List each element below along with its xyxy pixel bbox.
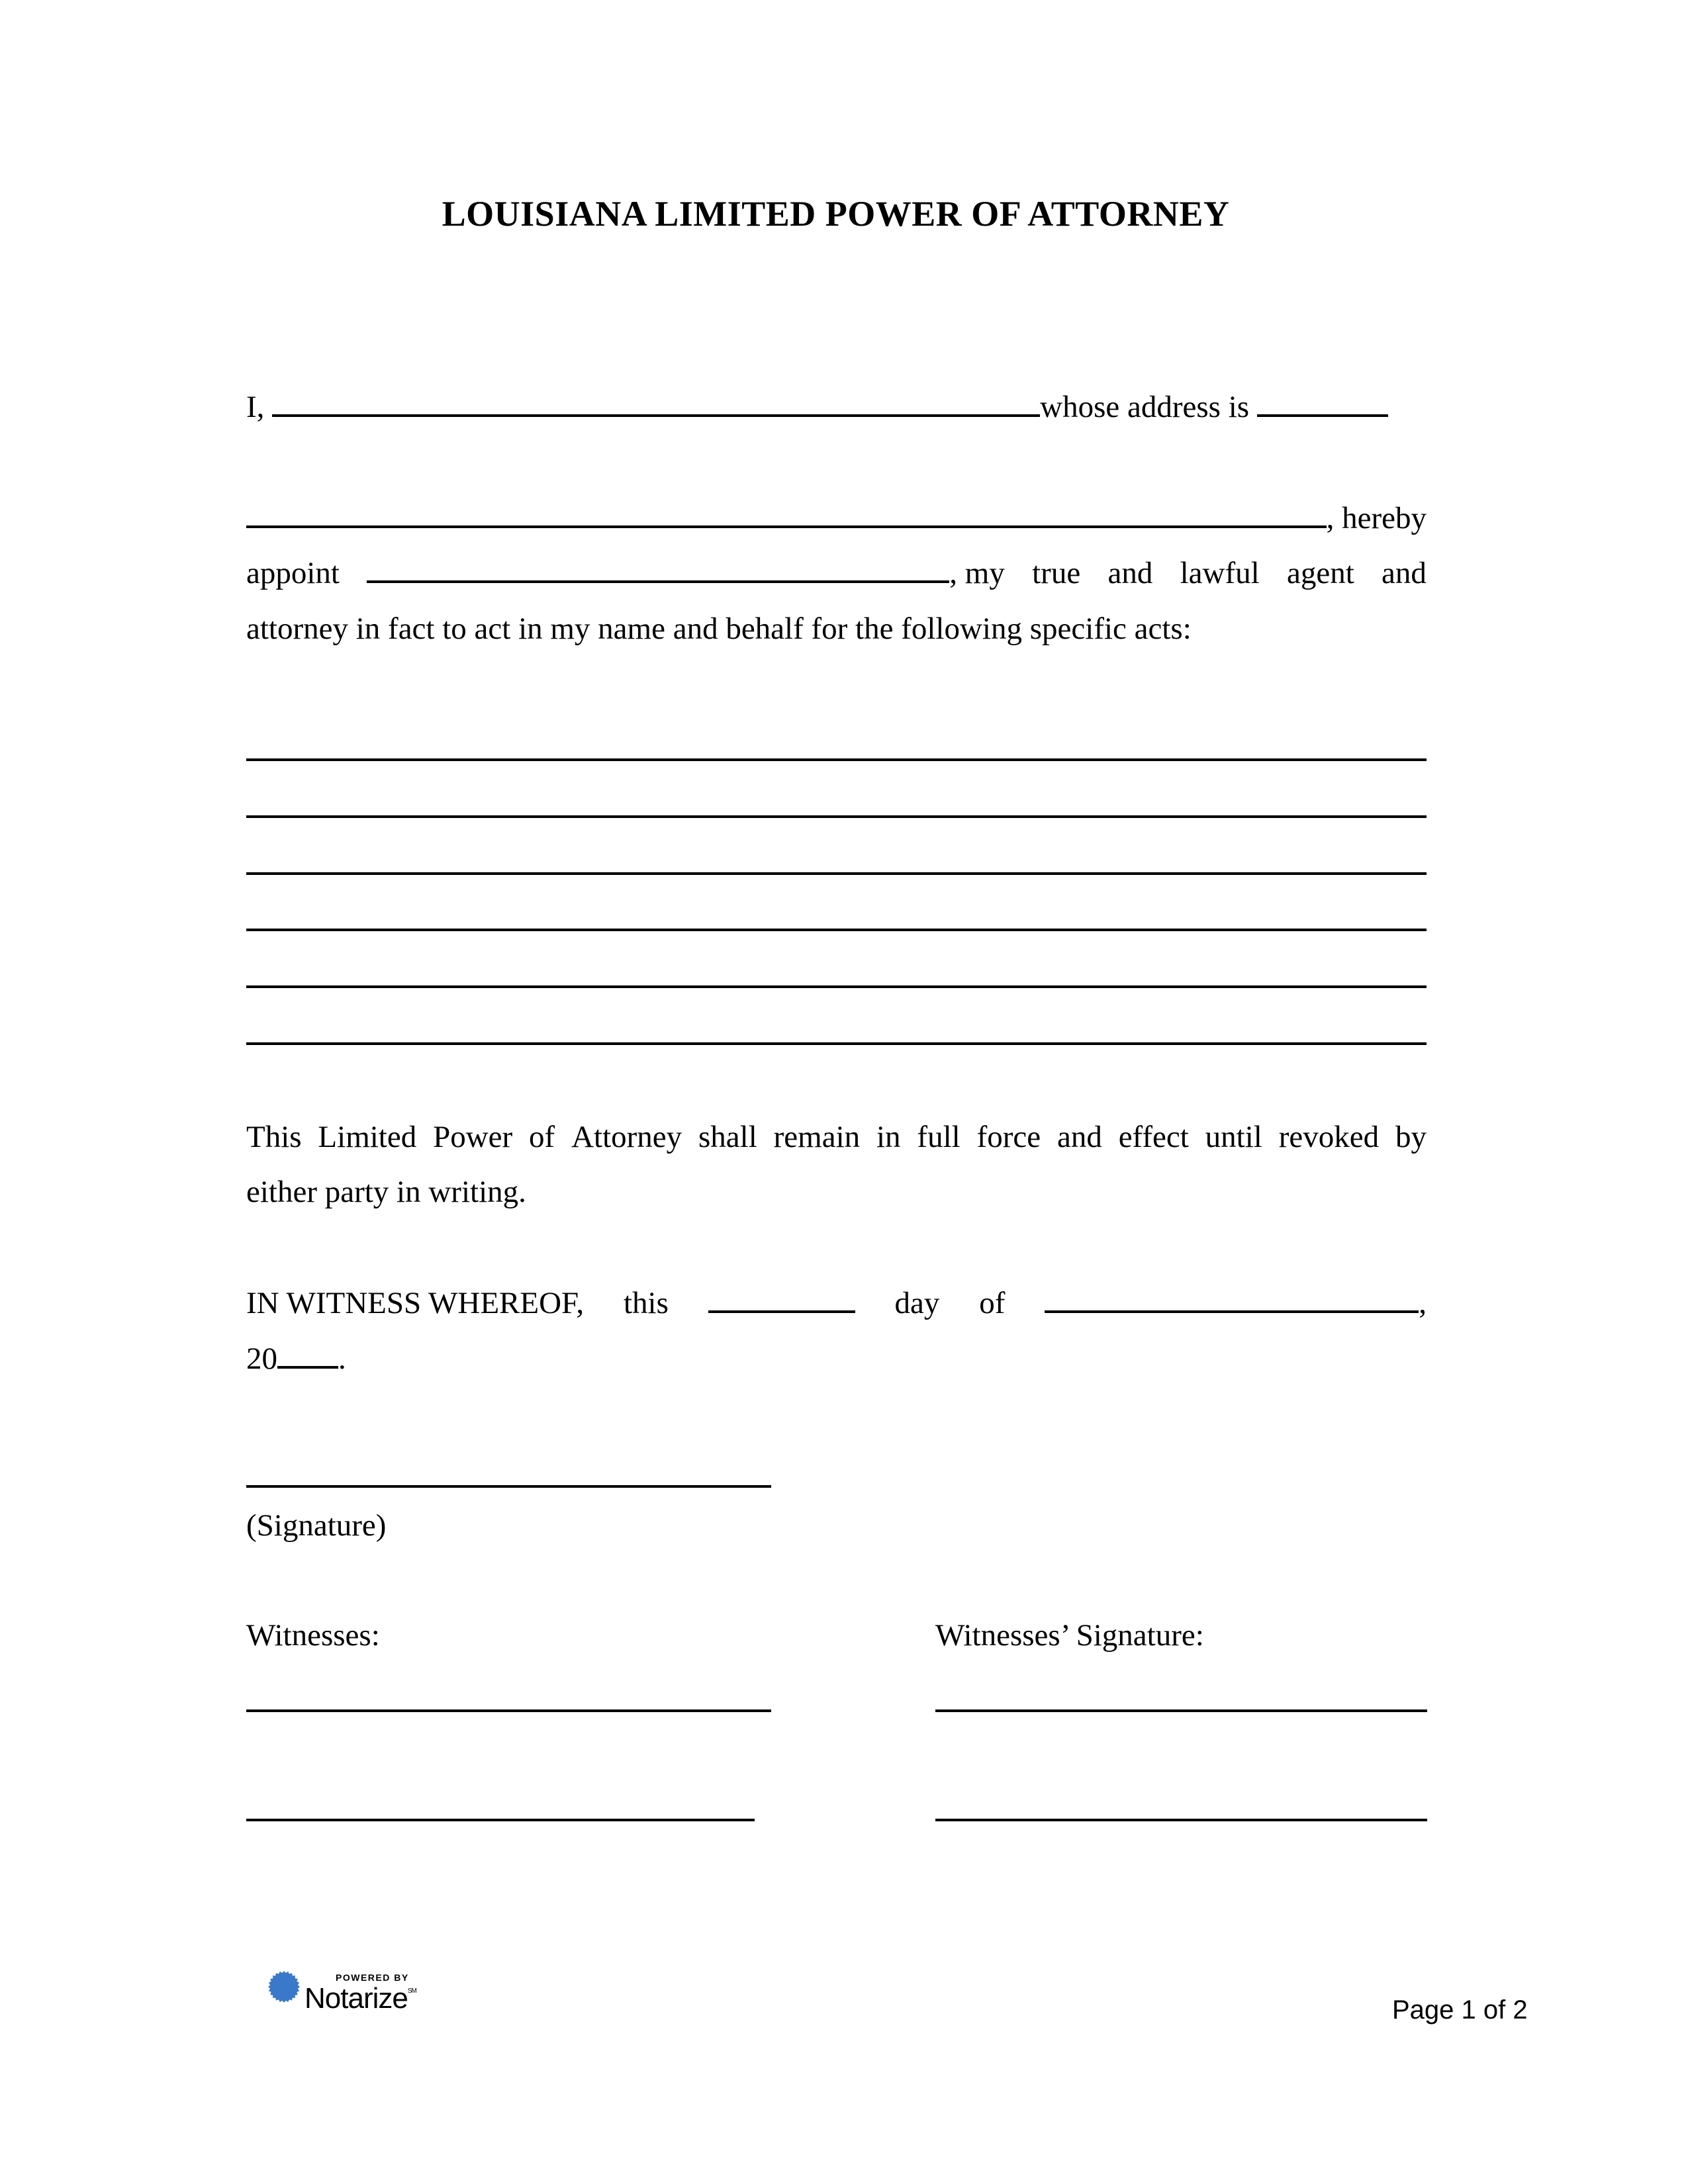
intro-line-1: [246, 392, 1388, 423]
powered-by-label: POWERED BY: [336, 1972, 409, 1983]
document-title: LOUISIANA LIMITED POWER OF ATTORNEY: [442, 194, 1230, 234]
duration-line-2: either party in writing.: [246, 1175, 526, 1209]
agent-name-field[interactable]: [367, 580, 949, 583]
service-mark: SM: [407, 1987, 416, 1995]
appoint-text: appoint: [246, 556, 340, 590]
principal-signature-line[interactable]: [246, 1485, 771, 1488]
witness-1-signature-line[interactable]: [935, 1709, 1427, 1712]
of-text: of: [979, 1286, 1006, 1320]
day-text: day: [894, 1286, 940, 1320]
specific-acts-line-5[interactable]: [246, 985, 1427, 988]
specific-acts-line-3[interactable]: [246, 872, 1427, 875]
day-field[interactable]: [708, 1310, 855, 1313]
word: of: [529, 1120, 555, 1154]
specific-acts-line-6[interactable]: [246, 1042, 1427, 1045]
year-field[interactable]: [277, 1366, 338, 1369]
witnesses-signature-label: Witnesses’ Signature:: [935, 1618, 1204, 1653]
witness-2-name-line[interactable]: [246, 1819, 755, 1821]
word: This: [246, 1120, 302, 1154]
notarize-logo: [305, 1982, 416, 2015]
intro-line-2: [246, 503, 1427, 534]
word: true: [1032, 556, 1081, 590]
brand-name: Notarize: [305, 1982, 408, 2015]
signature-label: (Signature): [246, 1508, 387, 1543]
word: lawful: [1180, 556, 1260, 590]
word: revoked: [1278, 1120, 1380, 1154]
duration-line-1: [246, 1122, 1427, 1153]
witnesses-label: Witnesses:: [246, 1618, 380, 1653]
specific-acts-line-1[interactable]: [246, 758, 1427, 761]
word: shall: [698, 1120, 757, 1154]
word: and: [1107, 556, 1153, 590]
intro-address-label: whose address is: [1040, 390, 1250, 424]
word: , my: [949, 556, 1005, 590]
word: remain: [773, 1120, 861, 1154]
address-field-continued[interactable]: [246, 525, 1327, 528]
specific-acts-line-4[interactable]: [246, 929, 1427, 931]
principal-name-field[interactable]: [272, 414, 1040, 417]
word: full: [917, 1120, 961, 1154]
word: effect: [1118, 1120, 1189, 1154]
intro-line-4: attorney in fact to act in my name and behalf for the following specific acts:: [246, 612, 1192, 646]
word: Power: [433, 1120, 513, 1154]
hereby-text: , hereby: [1326, 501, 1427, 535]
word: force: [976, 1120, 1041, 1154]
month-field[interactable]: [1045, 1310, 1419, 1313]
word: Limited: [318, 1120, 417, 1154]
witness-clause-line-2: [246, 1343, 346, 1375]
year-prefix: 20: [246, 1342, 277, 1376]
word: agent: [1286, 556, 1354, 590]
word: by: [1395, 1120, 1427, 1154]
word: Attorney: [571, 1120, 682, 1154]
agent-name-group: [367, 558, 1005, 589]
witness-clause-line-1: [246, 1288, 1427, 1319]
this-text: this: [624, 1286, 669, 1320]
witness-whereof-text: IN WITNESS WHEREOF,: [246, 1286, 585, 1320]
word: until: [1205, 1120, 1262, 1154]
page-number: Page 1 of 2: [1392, 1995, 1528, 2025]
notarize-seal-icon: [268, 1971, 300, 2006]
address-field-start[interactable]: [1257, 414, 1388, 417]
intro-line-3: [246, 558, 1427, 589]
month-group: [1045, 1288, 1427, 1319]
witness-2-signature-line[interactable]: [935, 1819, 1427, 1821]
word: in: [876, 1120, 901, 1154]
word: and: [1056, 1120, 1102, 1154]
period: .: [338, 1342, 346, 1376]
specific-acts-line-2[interactable]: [246, 815, 1427, 818]
intro-prefix: I,: [246, 390, 265, 424]
witness-1-name-line[interactable]: [246, 1709, 771, 1712]
comma: ,: [1419, 1286, 1427, 1320]
word: and: [1382, 556, 1427, 590]
